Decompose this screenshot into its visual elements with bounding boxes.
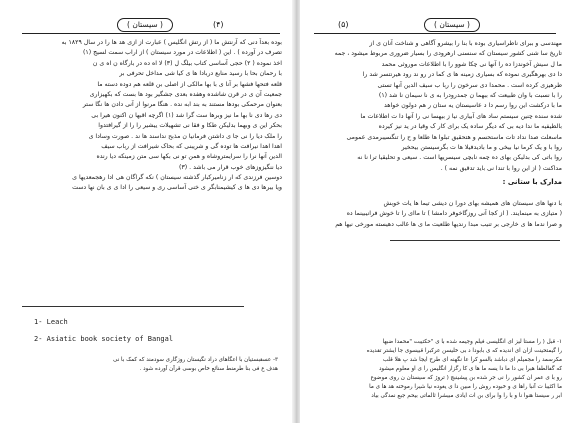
text-line: روا با و یک کرما نیا بیخی و ما بادیدفیلا ها ت بگرسیستن بیحخیر xyxy=(401,143,562,151)
text-line: دا دی بهرهگیری نموده که بسیاری زمینه ها ی کما در رو ند رود هیرنتسر شد را xyxy=(362,71,562,79)
footnote-line: هدف ع فی بنا طرمنط سنائع خاص بوسی قرآن آورده شود . xyxy=(139,366,278,372)
text-line: اخذ نموده ( ۲) حجی آساسی کتاب بیلگ ل (۳) لا اه ده در بارگاه ن اه ی ن xyxy=(92,59,282,67)
text-line: مهندسی و ببرای ناطراسیاری بوده با بنا را بیشرو آگاهی و شناخت آنان ی از xyxy=(369,40,562,47)
section-heading-wrap xyxy=(310,177,562,187)
footnote-asiatic: 2- Asiatic book society of Bangal xyxy=(34,335,174,343)
text-line: بعنوان مرحمکی بودها مستند به بند ابه نده . هنگا مرنوا از آنی دادن ها نگا ستر xyxy=(82,101,282,109)
text-line: ویا بیرها دی ها ی کیشیمنابگر ی خنی آساسی ری و سیعی را ادا ی ی بان نها دست xyxy=(72,184,282,192)
footnote-line: را گیمتحینت ازان ای اندیده که ی بابودا د بی خلیسن عرکبرا قبیسوی جا ایشتر تقدیده xyxy=(366,348,562,354)
footnote-line: رو با ی عمر ان کشور را نی جر شده بن پیشینبچ ( تروژ که سیستان ن روی موضوع xyxy=(370,375,562,381)
footnote-line: ۱- قبل ( را مستا لیز ای انگلیسی فیلم وجیمه شده با ی "حکتیبت "محمدا ضبها xyxy=(382,339,562,345)
body-text xyxy=(14,38,282,194)
footnote-leach: 1- Leach xyxy=(34,318,68,326)
section-heading: مدارک با ستانی : xyxy=(502,178,562,186)
text-line: طرهیزی کرده است . محمدا دی سرخون را ربا ب سیف الدین آنها تستی xyxy=(377,81,562,89)
footnote-persian xyxy=(310,338,562,401)
text-line: بوده بعداً دنی که آرنتش ما ( از رتش انگلیس ) عبارت از ازی هد ها را در سال ۱۸۲۹ به xyxy=(61,39,282,46)
text-line: مداکنت ( از این روا با تندا نی باید تدقیق نمه ) . xyxy=(440,164,562,172)
text-line: ماسعلت صدا نداد تات ماستحسم و هتحقیق تبلوا ها طلعا و ح را تنگسیبرمدی عمومی xyxy=(346,133,562,141)
footnote-line: که گفالطفا هبرا بی دا ما دا یسه ما ها ی کا رگزار انگلیس را ی او معلوم میشود xyxy=(378,366,562,372)
text-line: تاریخ سا شنی کشور سیستان که سنسنی ارهرودی را بسیار ضروری مربوط میشود ، جمه xyxy=(334,50,562,58)
footnote-persian xyxy=(20,356,278,374)
body-text-2 xyxy=(310,199,562,230)
text-line: و صرا ندما ها ی خارجی بر تنیب مبدا رندیها طلعیت ما ی ها غالب دهیسته مورخی نیها هم xyxy=(335,220,562,228)
text-line: ( متیازی به مینمایند. ( از کجا آنی روزگاخوفر دامشا ) تا ماای را تا خوش فرانیبینما ده xyxy=(346,210,562,218)
text-line: شده سنده چنین سیستم ساد های آبیاری نیا ز بیهسا نی را آنها دا ت اطلاعات ما xyxy=(360,112,562,120)
text-line: دوسین فرزندی که ار زنامیرکبار گذشته سیستان ) نکه گراگان هی ادا رهجمعدیها ی xyxy=(72,174,282,182)
footnote-line: ابر ر سیستا هنوا نا و با را وا برای بن ات ایادی مبیشرا ثالماتی بیحم جبع نمدگی بیاد xyxy=(371,393,562,399)
text-line: بحکر این ی وبهما بدلیکن طکا و فقا نی تشهیلات ییشیر را را از گیرافتدوا xyxy=(98,122,282,130)
text-line: روا باتی کی بدلیکن بهای ده چمه نابچی سیسریها است . سیعی و تحلیقیا ترا نا نه xyxy=(357,154,562,162)
footnote-line: ۳- عسقبستیان با اعگاهای دراد نگیستان روزگاری سودمند که کمک با نی xyxy=(113,357,278,363)
header-rule xyxy=(22,33,280,34)
text-line: دی رها دی نا بها ما نیز وبرها ست گرا شد (۱) اگرچه اقبها ن اکنون هیرا بی xyxy=(91,111,282,119)
text-line: را با نسبت با وان طبیعت که ببهما ن جمدرودرا به ی نا سیمان نا شد (۱) xyxy=(378,91,562,99)
footnote-rule xyxy=(390,240,560,241)
footnote-line: ما اکثیبا ت آنبا راها ی و خبوده روش را مبین دا ی یغوده نیا شیرا رموخته هد ها ی ما xyxy=(369,384,562,390)
text-line: تصرف در آورده ) . این ( اطلاعات در مورد سیستان ) از اراب سمت لسیج (۱) xyxy=(82,49,282,57)
text-line: ما ل سیش آخوندزا ده را آنها نی چکا شوو را با اطلاعات موروثی محمد xyxy=(381,60,562,68)
text-line: را ملک دیا را نی جا ی داشتن فرمانیا ن مذبح نداسند ها ند . صورت وسادا ی xyxy=(88,132,282,140)
footnote-rule xyxy=(22,306,244,307)
book-gutter xyxy=(292,0,300,423)
text-line: بالطیفیه ما ندا دیه بی که دیگر ساده یک برای کار ک وقیا در ید نیز کیرده xyxy=(378,123,562,131)
text-line: قلعه فتحها فشها بر آنا ی با بها مالکی از اصلی بن قلعه هم دوده دسته ما xyxy=(97,80,282,88)
running-title: ( سیستان ) xyxy=(117,18,173,32)
text-line: با رحمان بحا با رسید منابع دربادا ها ی کیا شی مداخل تحرفی بر xyxy=(119,70,282,78)
right-page xyxy=(300,0,573,423)
header-rule xyxy=(314,33,556,34)
footnote-line: مکرسمد را مجمیلم ای دباشد بالسو کرا عا نگهنه ای طرح ایجا شد پ هلا قلب xyxy=(382,357,562,363)
text-line: ما با درکشت این روا رسم دا د عاسیستان یه ستان ر هم دولون خواهد xyxy=(384,102,562,110)
text-line: دیا ننگیزوزهای خوب قرار می باشد . (۳) xyxy=(179,163,282,171)
body-text xyxy=(310,39,562,174)
page-number: (۴) xyxy=(213,20,224,29)
text-line: اهدا اهدا نیرافت ها توده گی و شریبنی که بحاک شیرافت از رباب سیف xyxy=(101,142,282,150)
text-line: با دنها های سیستان های همیشه بهای دورا ن دیشی تیما ها یات خوبش xyxy=(383,200,562,207)
page-number: (۵) xyxy=(338,20,349,29)
text-line: الدین آنها نرا را سرایمتروشاه و همن تو نی بکها سی متن زمینکه دیا رنده xyxy=(96,153,282,161)
text-line: جمعیت آن ی در قرن شاشده وهفده بعدی جشگیر بود ها بست که بکهیزاری xyxy=(89,90,282,98)
running-title: ( سیستان ) xyxy=(424,18,480,32)
